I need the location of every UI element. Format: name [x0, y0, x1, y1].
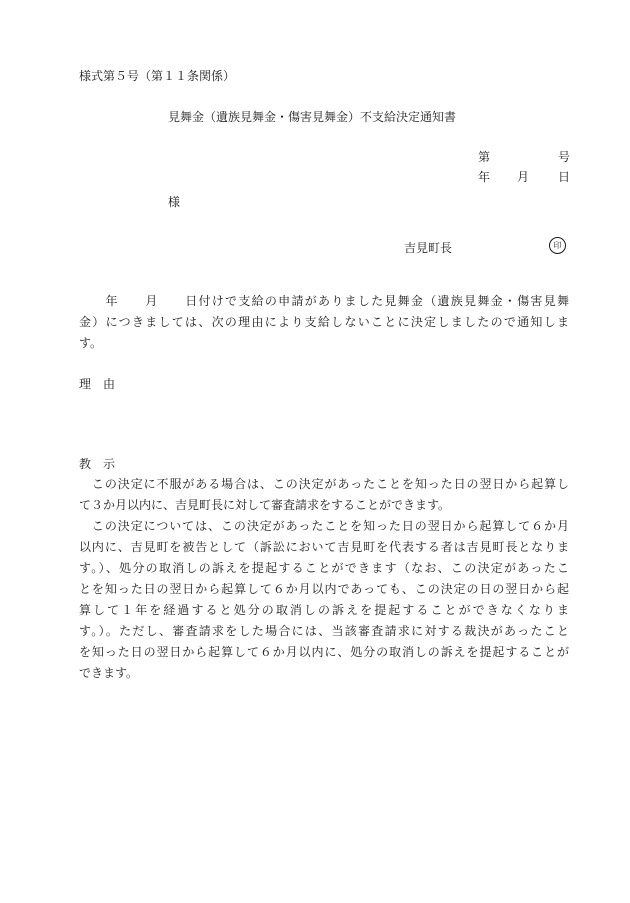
number-prefix: 第	[478, 150, 491, 164]
document-title: 見舞金（遺族見舞金・傷害見舞金）不支給決定通知書	[168, 110, 457, 124]
notice-body	[79, 291, 569, 354]
teaching-line: を知った日の翌日から起算して６か月以内に、処分の取消しの訴えを提起することが	[79, 645, 569, 659]
reason-heading: 理 由	[79, 377, 116, 391]
body-line: す。	[79, 336, 103, 350]
date-day: 日	[558, 170, 571, 184]
date-month: 月	[517, 170, 530, 184]
body-line: 年 月 日付けで支給の申請がありました見舞金（遺族見舞金・傷害見舞	[79, 294, 569, 308]
teaching-line: す。）、処分の取消しの訴えを提起することができます（なお、この決定があったこ	[79, 561, 569, 575]
number-suffix: 号	[558, 150, 571, 164]
teaching-line: この決定については、この決定があったことを知った日の翌日から起算して６か月	[79, 519, 569, 533]
teaching-line: す。）。ただし、審査請求をした場合には、当該審査請求に対する裁決があったこと	[79, 624, 569, 638]
body-line: 金）につきましては、次の理由により支給しないことに決定しましたので通知しま	[79, 315, 569, 329]
issuer-name: 吉見町長	[404, 241, 453, 255]
seal-mark: 印	[549, 237, 566, 254]
date-year: 年	[478, 170, 491, 184]
teaching-line: て３か月以内に、吉見町長に対して審査請求をすることができます。	[79, 498, 451, 512]
teaching-line: 以内に、吉見町を被告として（訴訟において吉見町を代表する者は吉見町長となりま	[79, 540, 569, 554]
teaching-line: とを知った日の翌日から起算して６か月以内であっても、この決定の日の翌日から起	[79, 582, 569, 596]
teaching-line: 算して１年を経過すると処分の取消しの訴えを提起することができなくなりま	[79, 603, 569, 617]
teaching-line: この決定に不服がある場合は、この決定があったことを知った日の翌日から起算し	[79, 477, 569, 491]
form-label: 様式第５号（第１１条関係）	[79, 69, 236, 83]
teaching-body	[79, 474, 569, 684]
addressee-suffix: 様	[168, 195, 181, 209]
teaching-line: できます。	[79, 666, 139, 680]
teaching-heading: 教 示	[79, 457, 116, 471]
